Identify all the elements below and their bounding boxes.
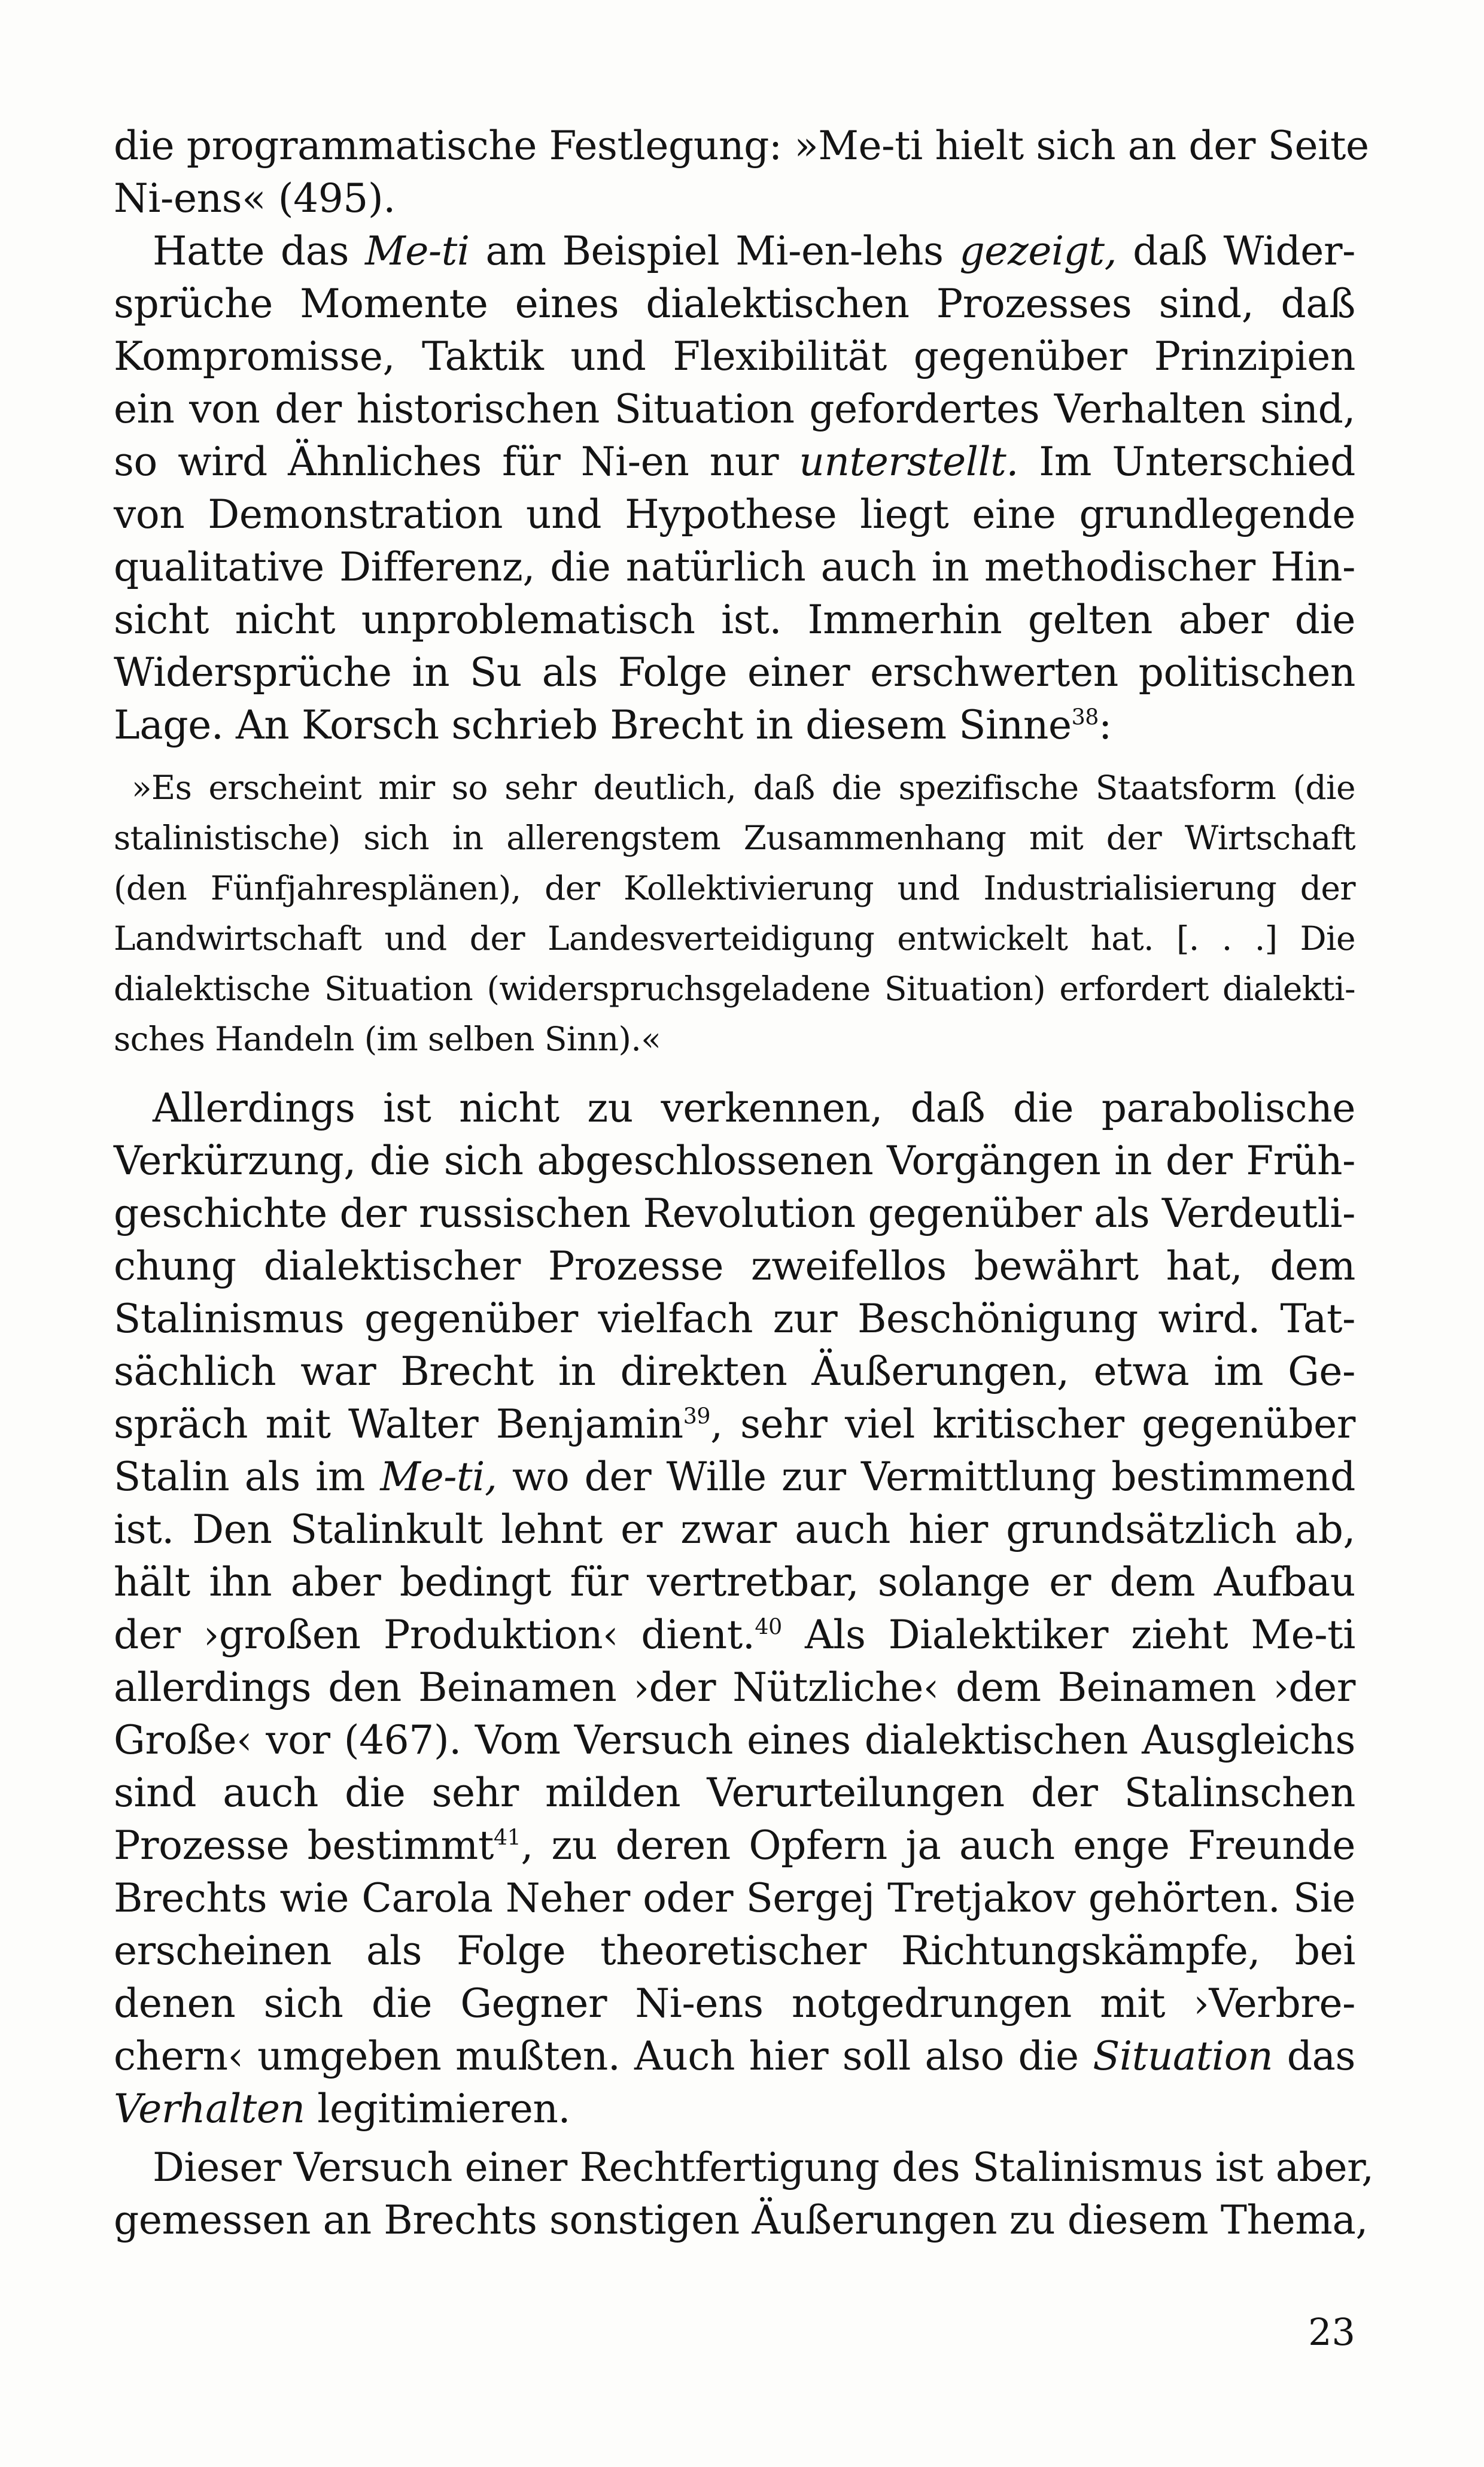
text-line: Ni-ens« (495). [114,175,396,221]
quote-line: dialektische Situation (widerspruchsgeladene Situation) erfordert dialekti- [114,970,1355,1008]
text-line: Widersprüche in Su als Folge einer erschwerten politischen [114,649,1355,695]
text-run: Als Dialektiker zieht Me-ti [781,1612,1355,1658]
text-run: : [1099,702,1112,748]
text-line: sind auch die sehr milden Verurteilungen der Stalinschen [114,1770,1355,1816]
text-line: Große‹ vor (467). Vom Versuch eines dialektischen Ausgleichs [114,1717,1355,1763]
text-line: sicht nicht unproblematisch ist. Immerhin gelten aber die [114,597,1355,643]
text-run: wo der Wille zur Vermittlung bestimmend [497,1454,1355,1500]
footnote-ref-38: 38 [1071,704,1099,730]
footnote-ref-41: 41 [493,1824,521,1851]
text-line: ist. Den Stalinkult lehnt er zwar auch hier grundsätzlich ab, [114,1506,1355,1552]
paragraph-gap [114,2135,1355,2141]
text-line: von Demonstration und Hypothese liegt eine grundlegende [114,491,1355,537]
quote-line: (den Fünfjahresplänen), der Kollektivierung und Industrialisierung der [114,869,1355,907]
text-line: Dieser Versuch einer Rechtfertigung des Stalinismus ist aber, [153,2144,1374,2190]
text-line: qualitative Differenz, die natürlich auch in methodischer Hin- [114,544,1355,590]
quote-line: »Es erscheint mir so sehr deutlich, daß die spezifische Staatsform (die [132,768,1355,807]
text-line: erscheinen als Folge theoretischer Richtungskämpfe, bei [114,1928,1355,1974]
text-run: daß Wider- [1117,228,1356,274]
text-line: Kompromisse, Taktik und Flexibilität gegenüber Prinzipien [114,333,1355,379]
text-run: legitimieren. [305,2086,571,2132]
italic-emphasis: Situation [1093,2033,1273,2079]
text-line: Stalinismus gegenüber vielfach zur Beschönigung wird. Tat- [114,1296,1355,1342]
text-run: chern‹ umgeben mußten. Auch hier soll also die [114,2033,1093,2079]
text-run: Hatte das [153,228,366,274]
text-line [114,225,1355,278]
block-quote [114,762,1355,1064]
text-run: am Beispiel Mi-en-lehs [469,228,960,274]
text-run: Im Unterschied [1018,439,1355,485]
text-run: der ›großen Produktion‹ dient. [114,1612,755,1658]
page-number: 23 [1308,2310,1355,2354]
footnote-ref-40: 40 [755,1614,782,1640]
text-line: sprüche Momente eines dialektischen Prozesses sind, daß [114,281,1355,327]
text-line: denen sich die Gegner Ni-ens notgedrungen mit ›Verbre- [114,1980,1355,2027]
text-line [114,699,1355,752]
text-line [114,1819,1355,1872]
italic-title: Me-ti [365,228,470,274]
text-line [114,2030,1355,2083]
text-line [114,2083,1355,2135]
text-line: Allerdings ist nicht zu verkennen, daß die parabolische [153,1085,1355,1131]
text-run: Prozesse bestimmt [114,1822,494,1869]
text-line: Brechts wie Carola Neher oder Sergej Tretjakov gehörten. Sie [114,1875,1355,1921]
italic-emphasis: gezeigt, [959,228,1117,274]
text-line: hält ihn aber bedingt für vertretbar, solange er dem Aufbau [114,1559,1355,1605]
text-line [114,1451,1355,1503]
text-line: chung dialektischer Prozesse zweifellos bewährt hat, dem [114,1243,1355,1289]
text-run: so wird Ähnliches für Ni-en nur [114,439,799,485]
text-line: die programmatische Festlegung: »Me-ti hielt sich an der Seite [114,123,1369,169]
text-run: spräch mit Walter Benjamin [114,1401,683,1447]
footnote-ref-39: 39 [683,1403,711,1429]
text-run: Stalin als im [114,1454,381,1500]
quote-line: sches Handeln (im selben Sinn).« [114,1020,661,1058]
text-line [114,436,1355,488]
text-line: ein von der historischen Situation gefordertes Verhalten sind, [114,386,1355,432]
quote-line: stalinistische) sich in allerengstem Zusammenhang mit der Wirtschaft [114,819,1355,857]
italic-title: Me-ti, [380,1454,497,1500]
text-line: Verkürzung, die sich abgeschlossenen Vorgängen in der Früh- [114,1138,1355,1184]
text-line: sächlich war Brecht in direkten Äußerungen, etwa im Ge- [114,1348,1355,1394]
quote-line: Landwirtschaft und der Landesverteidigung entwickelt hat. [. . .] Die [114,919,1355,958]
text-line: gemessen an Brechts sonstigen Äußerungen zu diesem Thema, [114,2197,1368,2243]
text-run: , zu deren Opfern ja auch enge Freunde [521,1822,1355,1869]
text-run: , sehr viel kritischer gegenüber [710,1401,1355,1447]
text-line [114,1398,1355,1451]
text-run: das [1273,2033,1355,2079]
text-line [114,1609,1355,1661]
italic-emphasis: unterstellt. [799,439,1018,485]
text-line: geschichte der russischen Revolution gegenüber als Verdeutli- [114,1190,1355,1236]
italic-emphasis: Verhalten [114,2086,305,2132]
text-run: Lage. An Korsch schrieb Brecht in diesem Sinne [114,702,1072,748]
body-text [114,120,1374,2247]
text-line: allerdings den Beinamen ›der Nützliche‹ dem Beinamen ›der [114,1664,1355,1711]
